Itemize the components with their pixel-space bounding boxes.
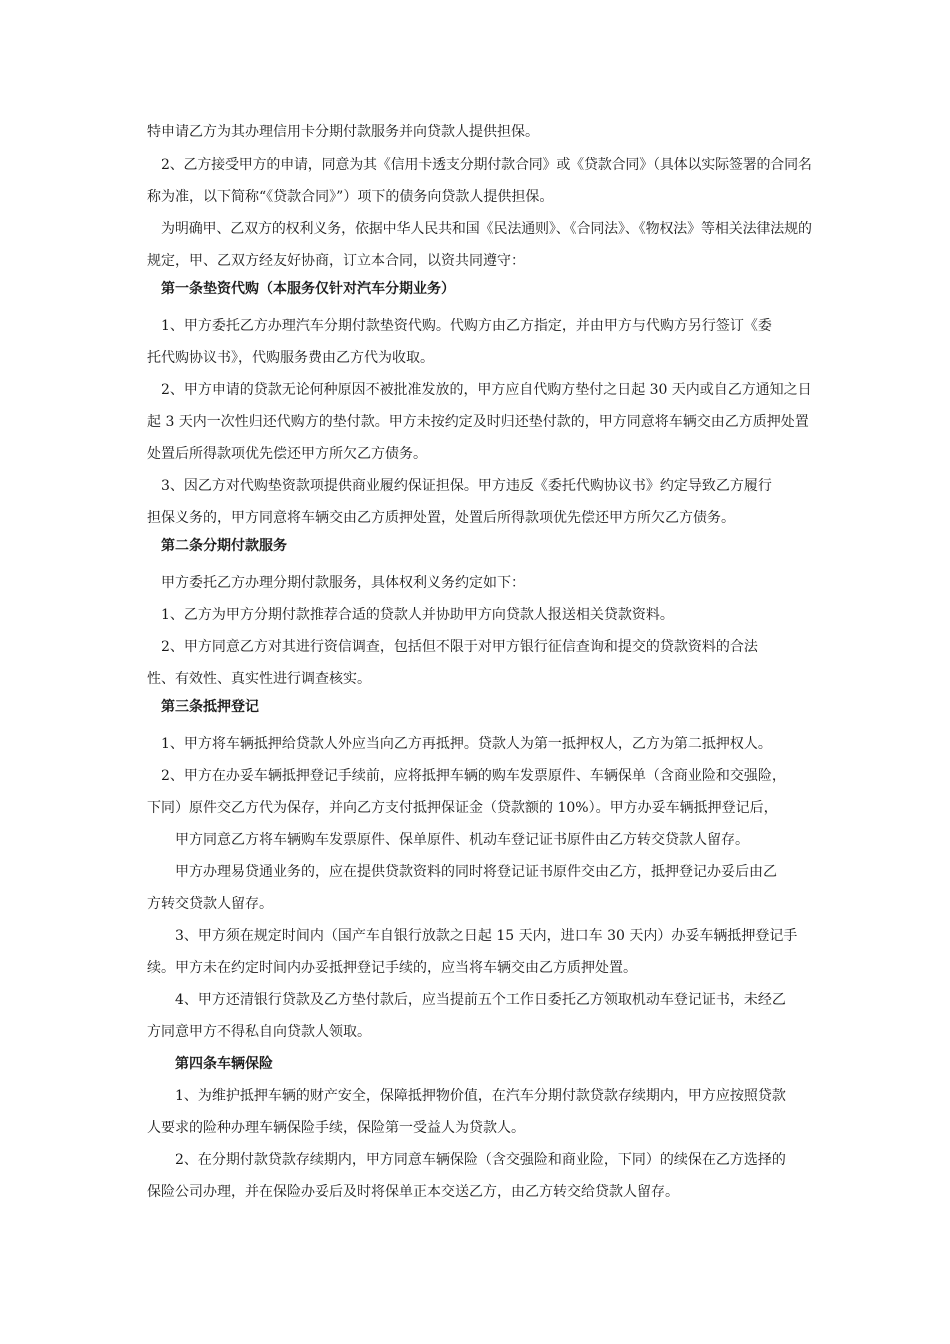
paragraph-line: 2、在分期付款贷款存续期内，甲方同意车辆保险（含交强险和商业险，下同）的续保在乙方选择的 [175,1152,786,1168]
paragraph-line: 4、甲方还清银行贷款及乙方垫付款后，应当提前五个工作日委托乙方领取机动车登记证书，未经乙 [175,992,786,1008]
paragraph-line: 担保义务的，甲方同意将车辆交由乙方质押处置，处置后所得款项优先偿还甲方所欠乙方债务。 [147,510,735,526]
paragraph-line: 为明确甲、乙双方的权利义务，依据中华人民共和国《民法通则》、《合同法》、《物权法》等相关法律法规的 [161,221,812,237]
paragraph-line: 人要求的险种办理车辆保险手续，保险第一受益人为贷款人。 [147,1120,525,1136]
paragraph-line: 续。甲方未在约定时间内办妥抵押登记手续的，应当将车辆交由乙方质押处置。 [147,960,637,976]
paragraph-line: 甲方办理易贷通业务的，应在提供贷款资料的同时将登记证书原件交由乙方，抵押登记办妥后由乙 [175,864,777,880]
paragraph-line: 1、甲方将车辆抵押给贷款人外应当向乙方再抵押。贷款人为第一抵押权人，乙方为第二抵押权人。 [161,736,772,752]
paragraph-line: 方同意甲方不得私自向贷款人领取。 [147,1024,371,1040]
paragraph-line: 托代购协议书》，代购服务费由乙方代为收取。 [147,350,434,366]
paragraph-line: 2、乙方接受甲方的申请，同意为其《信用卡透支分期付款合同》或《贷款合同》（具体以实际签署的合同名 [161,157,812,173]
paragraph-line: 特申请乙方为其办理信用卡分期付款服务并向贷款人提供担保。 [147,124,539,140]
section-heading-3: 第三条抵押登记 [161,699,259,715]
paragraph-line: 下同）原件交乙方代为保存，并向乙方支付抵押保证金（贷款额的 10%）。甲方办妥车辆抵押登记后， [147,800,778,816]
paragraph-line: 1、乙方为甲方分期付款推荐合适的贷款人并协助甲方向贷款人报送相关贷款资料。 [161,607,674,623]
paragraph-line: 性、有效性、真实性进行调查核实。 [147,671,371,687]
paragraph-line: 甲方同意乙方将车辆购车发票原件、保单原件、机动车登记证书原件由乙方转交贷款人留存。 [175,832,749,848]
paragraph-line: 2、甲方在办妥车辆抵押登记手续前，应将抵押车辆的购车发票原件、车辆保单（含商业险和交强险， [161,768,786,784]
section-heading-4: 第四条车辆保险 [175,1056,273,1072]
paragraph-line: 3、因乙方对代购垫资款项提供商业履约保证担保。甲方违反《委托代购协议书》约定导致乙方履行 [161,478,772,494]
paragraph-line: 规定，甲、乙双方经友好协商，订立本合同，以资共同遵守： [147,253,525,269]
paragraph-line: 处置后所得款项优先偿还甲方所欠乙方债务。 [147,446,427,462]
paragraph-line: 3、甲方须在规定时间内（国产车自银行放款之日起 15 天内，进口车 30 天内）办妥车辆抵押登记手 [175,928,798,944]
section-heading-2: 第二条分期付款服务 [161,538,287,554]
section-heading-1: 第一条垫资代购（本服务仅针对汽车分期业务） [161,281,455,297]
paragraph-line: 1、为维护抵押车辆的财产安全，保障抵押物价值，在汽车分期付款贷款存续期内，甲方应按照贷款 [175,1088,786,1104]
paragraph-line: 甲方委托乙方办理分期付款服务，具体权利义务约定如下： [161,575,525,591]
paragraph-line: 保险公司办理，并在保险办妥后及时将保单正本交送乙方，由乙方转交给贷款人留存。 [147,1184,679,1200]
paragraph-line: 方转交贷款人留存。 [147,896,273,912]
paragraph-line: 1、甲方委托乙方办理汽车分期付款垫资代购。代购方由乙方指定，并由甲方与代购方另行签订《委 [161,318,772,334]
paragraph-line: 称为准，以下简称“《贷款合同》”）项下的债务向贷款人提供担保。 [147,189,554,205]
paragraph-line: 2、甲方申请的贷款无论何种原因不被批准发放的，甲方应自代购方垫付之日起 30 天内或自乙方通知之日 [161,382,812,398]
paragraph-line: 起 3 天内一次性归还代购方的垫付款。甲方未按约定及时归还垫付款的，甲方同意将车辆交由乙方质押处置 [147,414,809,430]
paragraph-line: 2、甲方同意乙方对其进行资信调查，包括但不限于对甲方银行征信查询和提交的贷款资料的合法 [161,639,758,655]
